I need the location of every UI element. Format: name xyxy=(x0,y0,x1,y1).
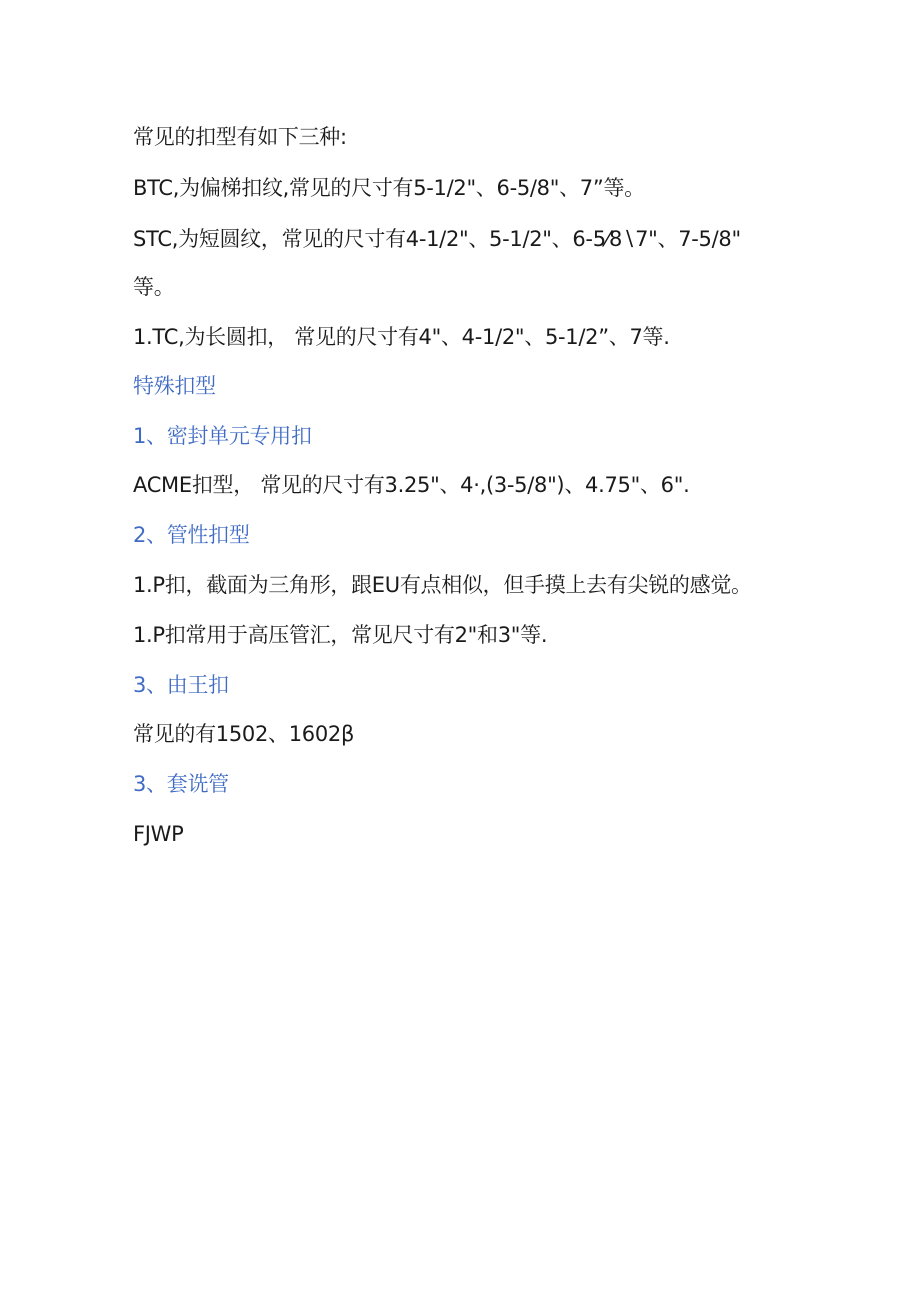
acme-line: ACME扣型， 常见的尺寸有3.25"、4·,(3-5/8")、4.75"、6". xyxy=(133,473,690,497)
stc-line: STC,为短圆纹，常见的尺寸有4-1/2"、5-1/2"、6-5⁄8∖7"、7-5/8" xyxy=(133,227,741,251)
subheading-washpipe: 3、套诜管 xyxy=(133,772,229,796)
fjwp-line: FJWP xyxy=(133,822,184,846)
subheading-seal-unit: 1、密封单元专用扣 xyxy=(133,424,312,448)
subheading-union: 3、由王扣 xyxy=(133,673,229,697)
section-heading-special: 特殊扣型 xyxy=(133,374,216,398)
btc-line: BTC,为偏梯扣纹,常见的尺寸有5-1/2"、6-5/8"、7”等。 xyxy=(133,176,645,200)
p-thread-line: 1.P扣，截面为三角形，跟EU有点相似，但手摸上去有尖锐的感觉。 xyxy=(133,573,752,597)
p-thread-usage-line: 1.P扣常用于高压管汇，常见尺寸有2"和3"等. xyxy=(133,623,548,647)
union-line: 常见的有1502、1602β xyxy=(133,722,355,746)
ltc-line: 1.TC,为长圆扣， 常见的尺寸有4"、4-1/2"、5-1/2”、7等. xyxy=(133,325,670,349)
intro-line: 常见的扣型有如下三种: xyxy=(133,125,347,149)
stc-line-continuation: 等。 xyxy=(133,275,175,299)
subheading-pipe-thread: 2、管性扣型 xyxy=(133,523,250,547)
